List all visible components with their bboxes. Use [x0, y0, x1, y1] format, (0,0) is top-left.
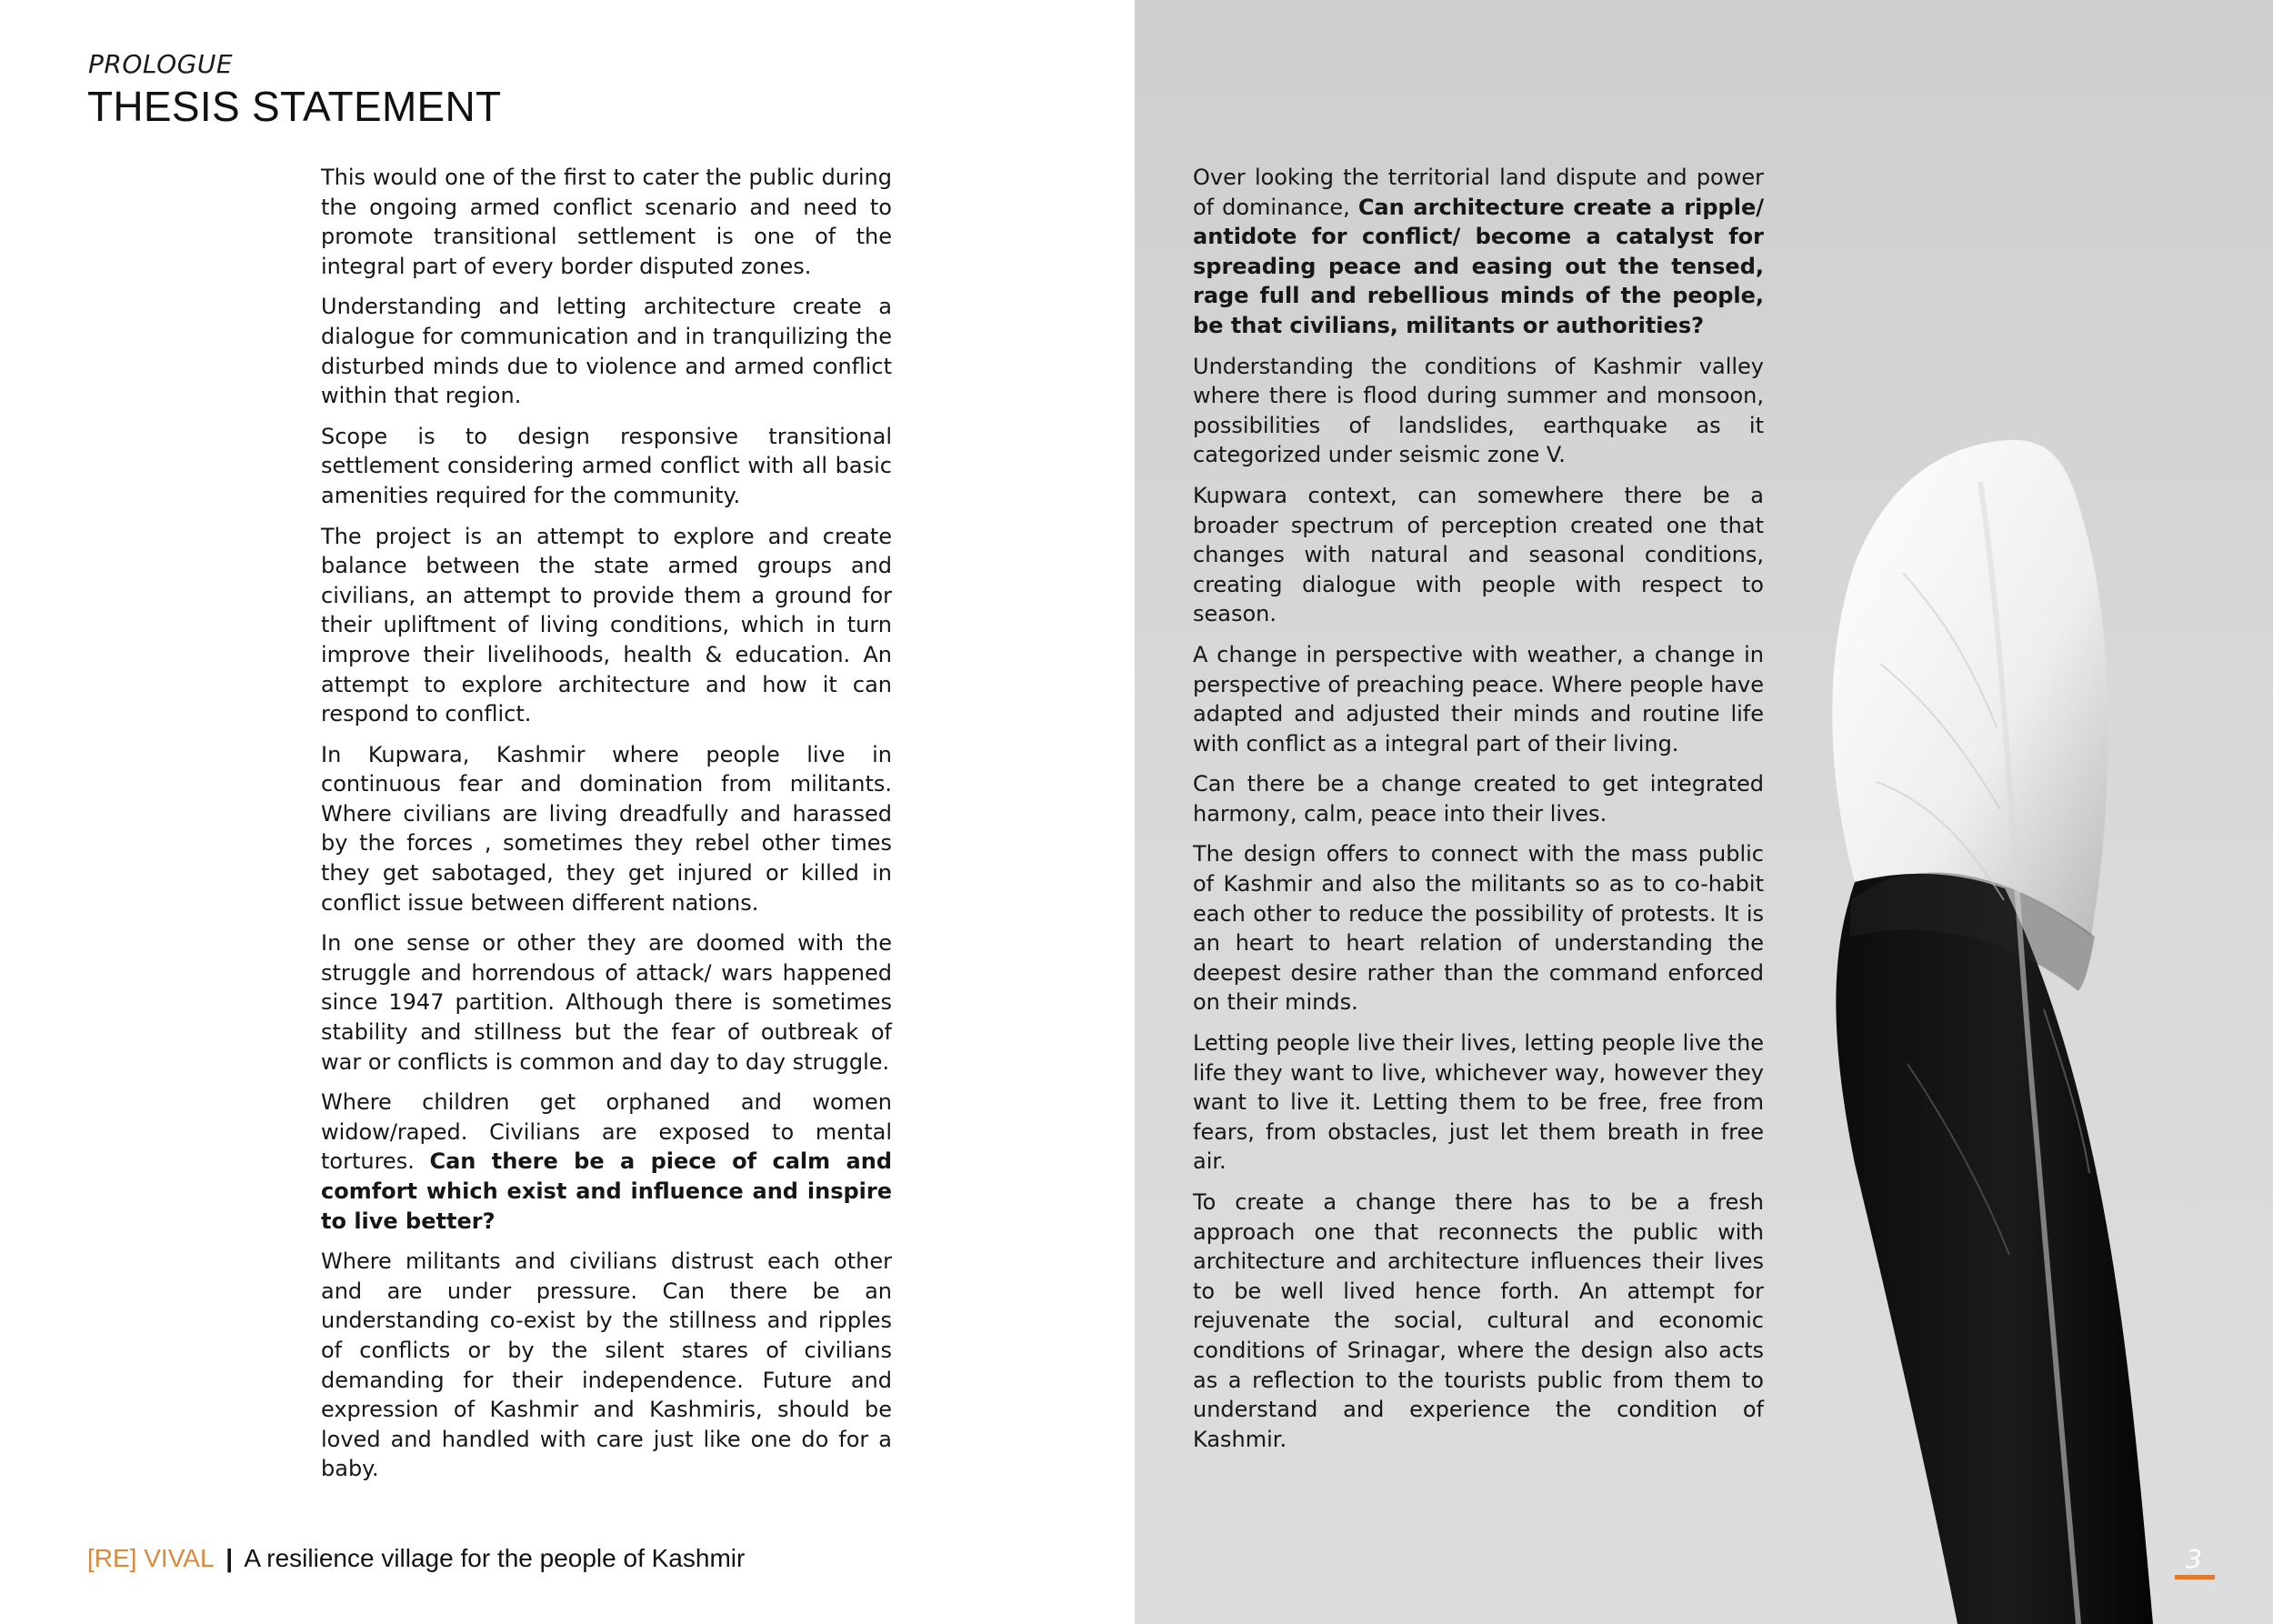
paragraph: The project is an attempt to explore and create balance between the state armed groups and civilians, an attempt to provide them a ground for their upliftment of living conditions, which in turn improve their livelihoods, health & education. An attempt to explore architecture and how it can respond to conflict. — [321, 523, 892, 727]
paragraph: Understanding and letting architecture create a dialogue for communication and in tranquilizing the disturbed minds due to violence and armed conflict within that region. — [321, 294, 892, 409]
paragraph: The design offers to connect with the mass public of Kashmir and also the militants so as to co-habit each other to reduce the possibility of protests. It is an heart to heart relation of understanding the deepest desire rather than the command enforced on their minds. — [1193, 841, 1764, 1016]
page-number-rule — [2175, 1575, 2215, 1579]
paragraph: To create a change there has to be a fresh approach one that reconnects the public with architecture and architecture influences their lives to be well lived hence forth. An attempt for rejuvenate the social, cultural and economic conditions of Srinagar, where the design also acts as a reflection to the tourists public from them to understand and experience the condition of Kashmir. — [1193, 1189, 1764, 1452]
paragraph — [1193, 163, 1764, 341]
left-page — [0, 0, 1135, 1624]
paragraph: Can there be a change created to get integrated harmony, calm, peace into their lives. — [1193, 771, 1764, 827]
feather-icon — [1771, 427, 2273, 1624]
paragraph-emphasis: Can there be a piece of calm and comfort which exist and influence and inspire to live better? — [321, 1148, 893, 1234]
paragraph-lead: Where children get orphaned and women widow/raped. Civilians are exposed to mental tortures. — [321, 1089, 892, 1175]
paragraph: This would one of the first to cater the public during the ongoing armed conflict scenario and need to promote transitional settlement is one of the integral part of every border disputed zones. — [321, 165, 892, 279]
paragraph: In Kupwara, Kashmir where people live in continuous fear and domination from militants. Where civilians are living dreadfully and harassed by the forces , sometimes they rebel other times they get sabotaged, they get injured or killed in conflict issue between different nations. — [321, 741, 892, 916]
paragraph: Letting people live their lives, letting people live the life they want to live, whichever way, however they want to live it. Letting them to be free, free from fears, from obstacles, just let them breath in free air. — [1193, 1030, 1764, 1175]
footer — [87, 1544, 745, 1573]
left-text-column — [321, 163, 892, 1495]
right-text-column — [1193, 163, 1764, 1465]
footer-tagline: A resilience village for the people of Kashmir — [244, 1544, 746, 1572]
footer-separator: | — [225, 1544, 234, 1572]
page-number: 3 — [2186, 1544, 2202, 1574]
paragraph: Where militants and civilians distrust each other and are under pressure. Can there be an understanding co-exist by the stillness and ripples of conflicts or by the silent stares of civilians demanding for their independence. Future and expression of Kashmir and Kashmiris, should be loved and handled with care just like one do for a baby. — [321, 1248, 892, 1482]
paragraph: A change in perspective with weather, a change in perspective of preaching peace. Where people have adapted and adjusted their minds and routine life with conflict as a integral part of their living. — [1193, 641, 1764, 757]
page-title: THESIS STATEMENT — [87, 83, 502, 130]
section-kicker: PROLOGUE — [88, 49, 234, 79]
paragraph-emphasis: Can architecture create a ripple/ antidote for conflict/ become a catalyst for spreading peace and easing out the tensed, rage full and rebellious minds of the people, be that civilians, militants or authorities? — [1193, 194, 1764, 338]
footer-brand: [RE] VIVAL — [87, 1544, 214, 1572]
paragraph: Understanding the conditions of Kashmir valley where there is flood during summer and monsoon, possibilities of landslides, earthquake as it categorized under seismic zone V. — [1193, 353, 1764, 468]
paragraph: Kupwara context, can somewhere there be a broader spectrum of perception created one that changes with natural and seasonal conditions, creating dialogue with people with respect to season. — [1193, 482, 1764, 627]
paragraph: In one sense or other they are doomed with the struggle and horrendous of attack/ wars happened since 1947 partition. Although there is sometimes stability and stillness but the fear of outbreak of war or conflicts is common and day to day struggle. — [321, 930, 892, 1075]
paragraph-lead: Over looking the territorial land dispute and power of dominance, — [1193, 165, 1764, 220]
paragraph — [321, 1088, 892, 1236]
paragraph: Scope is to design responsive transitional settlement considering armed conflict with all basic amenities required for the community. — [321, 423, 892, 508]
